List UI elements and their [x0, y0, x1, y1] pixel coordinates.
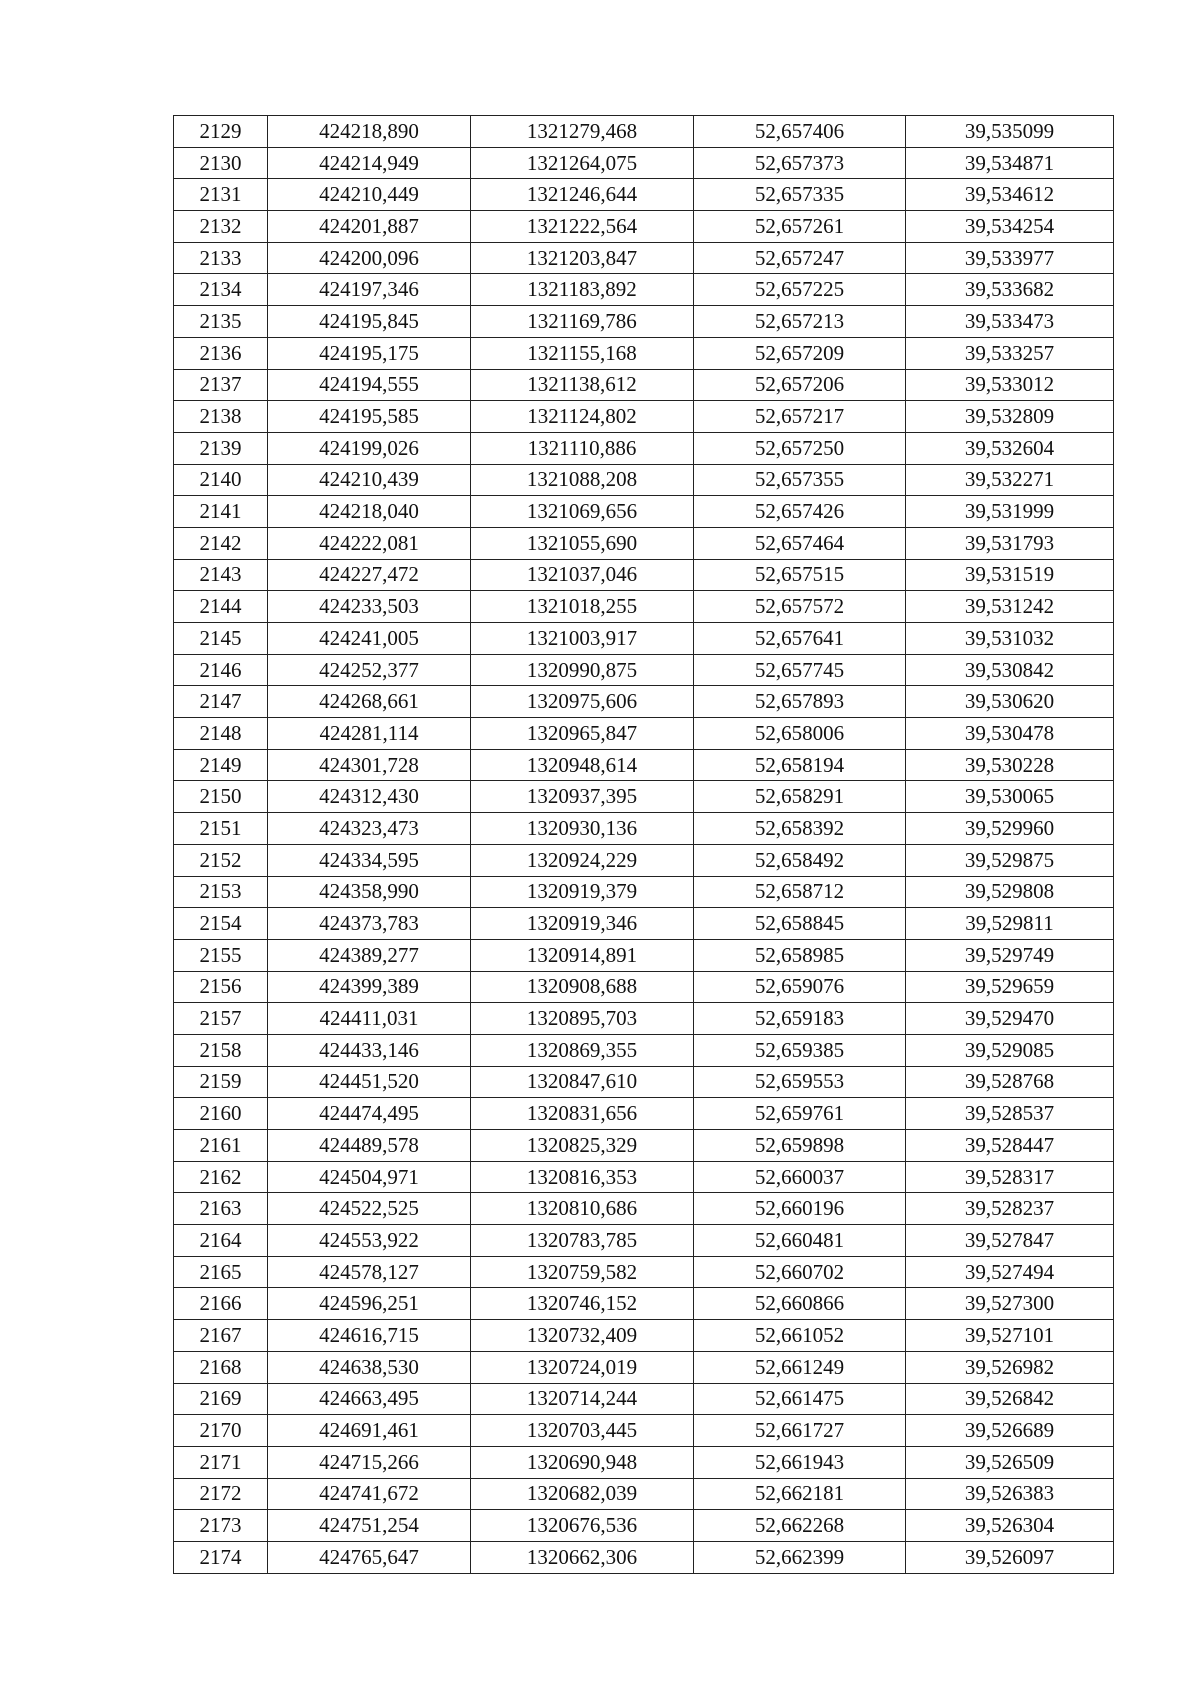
- y-coordinate-cell: 1321183,892: [471, 274, 694, 306]
- latitude-cell: 52,657464: [694, 527, 906, 559]
- point-number-cell: 2150: [174, 781, 268, 813]
- point-number-cell: 2161: [174, 1130, 268, 1162]
- longitude-cell: 39,531519: [906, 559, 1114, 591]
- latitude-cell: 52,657641: [694, 623, 906, 655]
- y-coordinate-cell: 1320825,329: [471, 1130, 694, 1162]
- longitude-cell: 39,526842: [906, 1383, 1114, 1415]
- point-number-cell: 2144: [174, 591, 268, 623]
- table-row: [174, 559, 1114, 591]
- latitude-cell: 52,662399: [694, 1541, 906, 1573]
- longitude-cell: 39,526097: [906, 1541, 1114, 1573]
- longitude-cell: 39,529808: [906, 876, 1114, 908]
- longitude-cell: 39,528317: [906, 1161, 1114, 1193]
- latitude-cell: 52,657355: [694, 464, 906, 496]
- longitude-cell: 39,528537: [906, 1098, 1114, 1130]
- point-number-cell: 2163: [174, 1193, 268, 1225]
- longitude-cell: 39,530478: [906, 718, 1114, 750]
- table-row: [174, 781, 1114, 813]
- y-coordinate-cell: 1320690,948: [471, 1446, 694, 1478]
- y-coordinate-cell: 1321203,847: [471, 242, 694, 274]
- latitude-cell: 52,659553: [694, 1066, 906, 1098]
- table-row: [174, 274, 1114, 306]
- latitude-cell: 52,657335: [694, 179, 906, 211]
- y-coordinate-cell: 1320746,152: [471, 1288, 694, 1320]
- longitude-cell: 39,533682: [906, 274, 1114, 306]
- longitude-cell: 39,531793: [906, 527, 1114, 559]
- y-coordinate-cell: 1321069,656: [471, 496, 694, 528]
- table-row: [174, 591, 1114, 623]
- longitude-cell: 39,527494: [906, 1256, 1114, 1288]
- x-coordinate-cell: 424334,595: [268, 844, 471, 876]
- table-row: [174, 211, 1114, 243]
- x-coordinate-cell: 424233,503: [268, 591, 471, 623]
- point-number-cell: 2166: [174, 1288, 268, 1320]
- latitude-cell: 52,657206: [694, 369, 906, 401]
- point-number-cell: 2138: [174, 401, 268, 433]
- y-coordinate-cell: 1320682,039: [471, 1478, 694, 1510]
- x-coordinate-cell: 424638,530: [268, 1351, 471, 1383]
- longitude-cell: 39,531242: [906, 591, 1114, 623]
- y-coordinate-cell: 1321124,802: [471, 401, 694, 433]
- latitude-cell: 52,661052: [694, 1320, 906, 1352]
- table-row: [174, 971, 1114, 1003]
- y-coordinate-cell: 1321264,075: [471, 147, 694, 179]
- latitude-cell: 52,659385: [694, 1034, 906, 1066]
- point-number-cell: 2140: [174, 464, 268, 496]
- latitude-cell: 52,657209: [694, 337, 906, 369]
- table-row: [174, 1034, 1114, 1066]
- latitude-cell: 52,657247: [694, 242, 906, 274]
- x-coordinate-cell: 424553,922: [268, 1225, 471, 1257]
- latitude-cell: 52,658194: [694, 749, 906, 781]
- latitude-cell: 52,658291: [694, 781, 906, 813]
- longitude-cell: 39,534871: [906, 147, 1114, 179]
- table-row: [174, 1256, 1114, 1288]
- longitude-cell: 39,527847: [906, 1225, 1114, 1257]
- x-coordinate-cell: 424214,949: [268, 147, 471, 179]
- y-coordinate-cell: 1320759,582: [471, 1256, 694, 1288]
- x-coordinate-cell: 424199,026: [268, 432, 471, 464]
- y-coordinate-cell: 1320816,353: [471, 1161, 694, 1193]
- longitude-cell: 39,533257: [906, 337, 1114, 369]
- y-coordinate-cell: 1320914,891: [471, 939, 694, 971]
- table-row: [174, 1510, 1114, 1542]
- point-number-cell: 2159: [174, 1066, 268, 1098]
- x-coordinate-cell: 424489,578: [268, 1130, 471, 1162]
- y-coordinate-cell: 1321169,786: [471, 306, 694, 338]
- longitude-cell: 39,529749: [906, 939, 1114, 971]
- table-row: [174, 1478, 1114, 1510]
- x-coordinate-cell: 424522,525: [268, 1193, 471, 1225]
- x-coordinate-cell: 424301,728: [268, 749, 471, 781]
- table-row: [174, 686, 1114, 718]
- longitude-cell: 39,528768: [906, 1066, 1114, 1098]
- point-number-cell: 2134: [174, 274, 268, 306]
- x-coordinate-cell: 424765,647: [268, 1541, 471, 1573]
- y-coordinate-cell: 1320676,536: [471, 1510, 694, 1542]
- x-coordinate-cell: 424210,449: [268, 179, 471, 211]
- x-coordinate-cell: 424389,277: [268, 939, 471, 971]
- longitude-cell: 39,533977: [906, 242, 1114, 274]
- longitude-cell: 39,533012: [906, 369, 1114, 401]
- x-coordinate-cell: 424194,555: [268, 369, 471, 401]
- coordinates-table-body: [174, 116, 1114, 1574]
- table-row: [174, 337, 1114, 369]
- longitude-cell: 39,526509: [906, 1446, 1114, 1478]
- latitude-cell: 52,661475: [694, 1383, 906, 1415]
- longitude-cell: 39,534612: [906, 179, 1114, 211]
- y-coordinate-cell: 1320714,244: [471, 1383, 694, 1415]
- y-coordinate-cell: 1321279,468: [471, 116, 694, 148]
- longitude-cell: 39,529811: [906, 908, 1114, 940]
- point-number-cell: 2149: [174, 749, 268, 781]
- longitude-cell: 39,526304: [906, 1510, 1114, 1542]
- point-number-cell: 2171: [174, 1446, 268, 1478]
- x-coordinate-cell: 424268,661: [268, 686, 471, 718]
- latitude-cell: 52,658006: [694, 718, 906, 750]
- point-number-cell: 2130: [174, 147, 268, 179]
- latitude-cell: 52,659761: [694, 1098, 906, 1130]
- point-number-cell: 2155: [174, 939, 268, 971]
- longitude-cell: 39,534254: [906, 211, 1114, 243]
- longitude-cell: 39,528447: [906, 1130, 1114, 1162]
- table-row: [174, 432, 1114, 464]
- table-row: [174, 1351, 1114, 1383]
- y-coordinate-cell: 1320810,686: [471, 1193, 694, 1225]
- latitude-cell: 52,662268: [694, 1510, 906, 1542]
- y-coordinate-cell: 1320965,847: [471, 718, 694, 750]
- x-coordinate-cell: 424218,040: [268, 496, 471, 528]
- latitude-cell: 52,660702: [694, 1256, 906, 1288]
- latitude-cell: 52,657261: [694, 211, 906, 243]
- x-coordinate-cell: 424210,439: [268, 464, 471, 496]
- point-number-cell: 2158: [174, 1034, 268, 1066]
- latitude-cell: 52,657373: [694, 147, 906, 179]
- y-coordinate-cell: 1321110,886: [471, 432, 694, 464]
- latitude-cell: 52,657745: [694, 654, 906, 686]
- point-number-cell: 2162: [174, 1161, 268, 1193]
- longitude-cell: 39,529085: [906, 1034, 1114, 1066]
- latitude-cell: 52,657213: [694, 306, 906, 338]
- x-coordinate-cell: 424252,377: [268, 654, 471, 686]
- longitude-cell: 39,529960: [906, 813, 1114, 845]
- y-coordinate-cell: 1320924,229: [471, 844, 694, 876]
- table-row: [174, 527, 1114, 559]
- table-row: [174, 496, 1114, 528]
- x-coordinate-cell: 424241,005: [268, 623, 471, 655]
- table-row: [174, 749, 1114, 781]
- point-number-cell: 2148: [174, 718, 268, 750]
- longitude-cell: 39,532809: [906, 401, 1114, 433]
- point-number-cell: 2168: [174, 1351, 268, 1383]
- point-number-cell: 2154: [174, 908, 268, 940]
- point-number-cell: 2174: [174, 1541, 268, 1573]
- y-coordinate-cell: 1320847,610: [471, 1066, 694, 1098]
- table-row: [174, 1415, 1114, 1447]
- point-number-cell: 2147: [174, 686, 268, 718]
- table-row: [174, 147, 1114, 179]
- point-number-cell: 2160: [174, 1098, 268, 1130]
- point-number-cell: 2170: [174, 1415, 268, 1447]
- latitude-cell: 52,658392: [694, 813, 906, 845]
- longitude-cell: 39,533473: [906, 306, 1114, 338]
- longitude-cell: 39,527101: [906, 1320, 1114, 1352]
- point-number-cell: 2135: [174, 306, 268, 338]
- x-coordinate-cell: 424200,096: [268, 242, 471, 274]
- y-coordinate-cell: 1320831,656: [471, 1098, 694, 1130]
- table-row: [174, 179, 1114, 211]
- x-coordinate-cell: 424578,127: [268, 1256, 471, 1288]
- point-number-cell: 2172: [174, 1478, 268, 1510]
- x-coordinate-cell: 424616,715: [268, 1320, 471, 1352]
- x-coordinate-cell: 424411,031: [268, 1003, 471, 1035]
- y-coordinate-cell: 1321222,564: [471, 211, 694, 243]
- point-number-cell: 2145: [174, 623, 268, 655]
- longitude-cell: 39,529875: [906, 844, 1114, 876]
- y-coordinate-cell: 1320732,409: [471, 1320, 694, 1352]
- y-coordinate-cell: 1321088,208: [471, 464, 694, 496]
- longitude-cell: 39,530065: [906, 781, 1114, 813]
- table-row: [174, 813, 1114, 845]
- point-number-cell: 2143: [174, 559, 268, 591]
- point-number-cell: 2152: [174, 844, 268, 876]
- latitude-cell: 52,657225: [694, 274, 906, 306]
- table-row: [174, 1541, 1114, 1573]
- table-row: [174, 464, 1114, 496]
- x-coordinate-cell: 424474,495: [268, 1098, 471, 1130]
- y-coordinate-cell: 1321003,917: [471, 623, 694, 655]
- longitude-cell: 39,531032: [906, 623, 1114, 655]
- table-row: [174, 116, 1114, 148]
- point-number-cell: 2156: [174, 971, 268, 1003]
- latitude-cell: 52,657515: [694, 559, 906, 591]
- latitude-cell: 52,658492: [694, 844, 906, 876]
- y-coordinate-cell: 1320919,379: [471, 876, 694, 908]
- longitude-cell: 39,527300: [906, 1288, 1114, 1320]
- y-coordinate-cell: 1321246,644: [471, 179, 694, 211]
- point-number-cell: 2141: [174, 496, 268, 528]
- point-number-cell: 2146: [174, 654, 268, 686]
- point-number-cell: 2142: [174, 527, 268, 559]
- table-row: [174, 1130, 1114, 1162]
- y-coordinate-cell: 1320948,614: [471, 749, 694, 781]
- x-coordinate-cell: 424358,990: [268, 876, 471, 908]
- y-coordinate-cell: 1320975,606: [471, 686, 694, 718]
- table-row: [174, 306, 1114, 338]
- y-coordinate-cell: 1320703,445: [471, 1415, 694, 1447]
- x-coordinate-cell: 424504,971: [268, 1161, 471, 1193]
- y-coordinate-cell: 1320724,019: [471, 1351, 694, 1383]
- table-row: [174, 1383, 1114, 1415]
- point-number-cell: 2131: [174, 179, 268, 211]
- point-number-cell: 2169: [174, 1383, 268, 1415]
- y-coordinate-cell: 1320937,395: [471, 781, 694, 813]
- x-coordinate-cell: 424218,890: [268, 116, 471, 148]
- table-row: [174, 844, 1114, 876]
- coordinates-table: [173, 115, 1114, 1574]
- y-coordinate-cell: 1321055,690: [471, 527, 694, 559]
- longitude-cell: 39,528237: [906, 1193, 1114, 1225]
- y-coordinate-cell: 1320662,306: [471, 1541, 694, 1573]
- point-number-cell: 2165: [174, 1256, 268, 1288]
- latitude-cell: 52,659076: [694, 971, 906, 1003]
- x-coordinate-cell: 424197,346: [268, 274, 471, 306]
- point-number-cell: 2133: [174, 242, 268, 274]
- latitude-cell: 52,660866: [694, 1288, 906, 1320]
- x-coordinate-cell: 424451,520: [268, 1066, 471, 1098]
- latitude-cell: 52,657426: [694, 496, 906, 528]
- point-number-cell: 2151: [174, 813, 268, 845]
- latitude-cell: 52,661249: [694, 1351, 906, 1383]
- table-row: [174, 939, 1114, 971]
- x-coordinate-cell: 424596,251: [268, 1288, 471, 1320]
- longitude-cell: 39,530842: [906, 654, 1114, 686]
- table-row: [174, 401, 1114, 433]
- x-coordinate-cell: 424312,430: [268, 781, 471, 813]
- y-coordinate-cell: 1320990,875: [471, 654, 694, 686]
- latitude-cell: 52,660196: [694, 1193, 906, 1225]
- latitude-cell: 52,657893: [694, 686, 906, 718]
- x-coordinate-cell: 424663,495: [268, 1383, 471, 1415]
- y-coordinate-cell: 1320908,688: [471, 971, 694, 1003]
- table-row: [174, 876, 1114, 908]
- table-row: [174, 654, 1114, 686]
- x-coordinate-cell: 424195,585: [268, 401, 471, 433]
- longitude-cell: 39,532604: [906, 432, 1114, 464]
- table-row: [174, 1446, 1114, 1478]
- x-coordinate-cell: 424751,254: [268, 1510, 471, 1542]
- longitude-cell: 39,532271: [906, 464, 1114, 496]
- latitude-cell: 52,659898: [694, 1130, 906, 1162]
- y-coordinate-cell: 1321155,168: [471, 337, 694, 369]
- point-number-cell: 2173: [174, 1510, 268, 1542]
- x-coordinate-cell: 424399,389: [268, 971, 471, 1003]
- table-row: [174, 369, 1114, 401]
- table-row: [174, 242, 1114, 274]
- longitude-cell: 39,530620: [906, 686, 1114, 718]
- latitude-cell: 52,660481: [694, 1225, 906, 1257]
- latitude-cell: 52,657250: [694, 432, 906, 464]
- longitude-cell: 39,529470: [906, 1003, 1114, 1035]
- point-number-cell: 2136: [174, 337, 268, 369]
- table-row: [174, 1098, 1114, 1130]
- table-row: [174, 718, 1114, 750]
- latitude-cell: 52,657572: [694, 591, 906, 623]
- point-number-cell: 2153: [174, 876, 268, 908]
- table-row: [174, 1161, 1114, 1193]
- y-coordinate-cell: 1321138,612: [471, 369, 694, 401]
- longitude-cell: 39,531999: [906, 496, 1114, 528]
- latitude-cell: 52,661727: [694, 1415, 906, 1447]
- longitude-cell: 39,529659: [906, 971, 1114, 1003]
- y-coordinate-cell: 1320919,346: [471, 908, 694, 940]
- x-coordinate-cell: 424691,461: [268, 1415, 471, 1447]
- table-row: [174, 1193, 1114, 1225]
- longitude-cell: 39,535099: [906, 116, 1114, 148]
- point-number-cell: 2167: [174, 1320, 268, 1352]
- point-number-cell: 2157: [174, 1003, 268, 1035]
- longitude-cell: 39,526689: [906, 1415, 1114, 1447]
- longitude-cell: 39,526982: [906, 1351, 1114, 1383]
- x-coordinate-cell: 424222,081: [268, 527, 471, 559]
- y-coordinate-cell: 1321018,255: [471, 591, 694, 623]
- table-row: [174, 1320, 1114, 1352]
- y-coordinate-cell: 1320930,136: [471, 813, 694, 845]
- x-coordinate-cell: 424433,146: [268, 1034, 471, 1066]
- table-row: [174, 1066, 1114, 1098]
- x-coordinate-cell: 424227,472: [268, 559, 471, 591]
- latitude-cell: 52,662181: [694, 1478, 906, 1510]
- y-coordinate-cell: 1320783,785: [471, 1225, 694, 1257]
- latitude-cell: 52,660037: [694, 1161, 906, 1193]
- table-row: [174, 1003, 1114, 1035]
- x-coordinate-cell: 424195,845: [268, 306, 471, 338]
- point-number-cell: 2139: [174, 432, 268, 464]
- latitude-cell: 52,658712: [694, 876, 906, 908]
- point-number-cell: 2132: [174, 211, 268, 243]
- point-number-cell: 2129: [174, 116, 268, 148]
- y-coordinate-cell: 1320869,355: [471, 1034, 694, 1066]
- x-coordinate-cell: 424373,783: [268, 908, 471, 940]
- point-number-cell: 2137: [174, 369, 268, 401]
- x-coordinate-cell: 424715,266: [268, 1446, 471, 1478]
- longitude-cell: 39,526383: [906, 1478, 1114, 1510]
- latitude-cell: 52,659183: [694, 1003, 906, 1035]
- table-row: [174, 623, 1114, 655]
- y-coordinate-cell: 1320895,703: [471, 1003, 694, 1035]
- x-coordinate-cell: 424201,887: [268, 211, 471, 243]
- latitude-cell: 52,658845: [694, 908, 906, 940]
- latitude-cell: 52,661943: [694, 1446, 906, 1478]
- table-row: [174, 1225, 1114, 1257]
- latitude-cell: 52,657217: [694, 401, 906, 433]
- y-coordinate-cell: 1321037,046: [471, 559, 694, 591]
- x-coordinate-cell: 424741,672: [268, 1478, 471, 1510]
- latitude-cell: 52,658985: [694, 939, 906, 971]
- point-number-cell: 2164: [174, 1225, 268, 1257]
- x-coordinate-cell: 424281,114: [268, 718, 471, 750]
- x-coordinate-cell: 424195,175: [268, 337, 471, 369]
- latitude-cell: 52,657406: [694, 116, 906, 148]
- table-row: [174, 908, 1114, 940]
- longitude-cell: 39,530228: [906, 749, 1114, 781]
- table-row: [174, 1288, 1114, 1320]
- x-coordinate-cell: 424323,473: [268, 813, 471, 845]
